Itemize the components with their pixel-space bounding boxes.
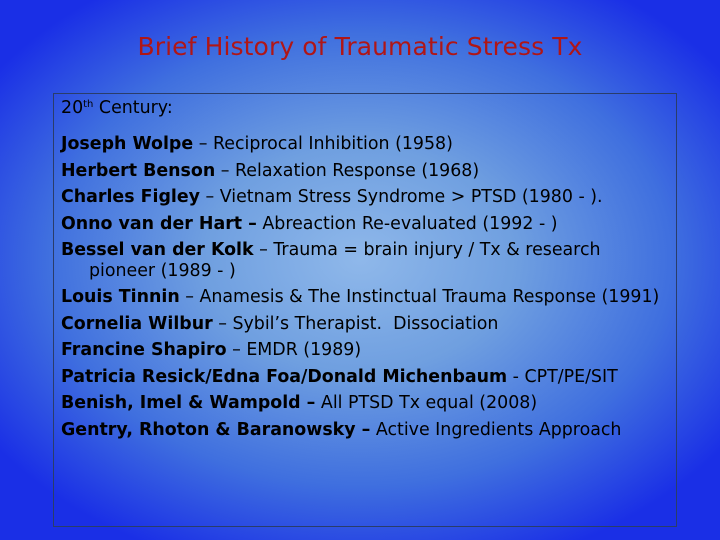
century-heading	[61, 97, 671, 120]
entry-separator: –	[200, 187, 220, 207]
entry-separator: –	[215, 160, 235, 181]
list-item	[61, 134, 671, 155]
entry-description: All PTSD Tx equal (2008)	[320, 393, 538, 413]
entry-name: Francine Shapiro	[61, 340, 227, 360]
entry-description: Relaxation Response (1968)	[235, 160, 480, 181]
entry-name: Joseph Wolpe	[61, 134, 194, 154]
century-label: Century:	[93, 98, 173, 118]
entry-description: Vietnam Stress Syndrome > PTSD (1980 - ).	[219, 187, 603, 207]
entry-name: Bessel van der Kolk	[61, 240, 254, 260]
entry-name: Louis Tinnin	[61, 287, 180, 307]
entry-separator: -	[507, 366, 525, 387]
entry-name: Cornelia Wilbur	[61, 313, 213, 334]
list-item	[61, 367, 671, 388]
list-item	[61, 240, 671, 281]
entry-name: Onno van der Hart –	[61, 213, 257, 234]
list-item	[61, 287, 671, 308]
list-item	[61, 214, 671, 235]
entry-name: Benish, Imel & Wampold –	[61, 393, 316, 413]
century-number: 20	[61, 98, 84, 118]
entry-name: Charles Figley	[61, 187, 200, 207]
list-item	[61, 161, 671, 182]
entry-name: Patricia Resick/Edna Foa/Donald Michenbaum	[61, 366, 508, 387]
slide-title: Brief History of Traumatic Stress Tx	[137, 32, 583, 61]
list-item	[61, 187, 671, 208]
entry-description: Abreaction Re-evaluated (1992 - )	[262, 213, 558, 234]
entry-separator: –	[212, 313, 233, 334]
entry-description: CPT/PE/SIT	[524, 366, 618, 387]
entry-name: Gentry, Rhoton & Baranowsky –	[61, 419, 371, 440]
list-item	[61, 314, 671, 335]
entry-separator: –	[226, 340, 247, 360]
entry-description: Sybil’s Therapist. Dissociation	[232, 313, 499, 334]
content	[61, 97, 671, 446]
entry-separator: –	[179, 287, 200, 307]
entry-description: Active Ingredients Approach	[375, 419, 622, 440]
list-item	[61, 340, 671, 361]
entry-separator: –	[253, 240, 274, 260]
entry-description: EMDR (1989)	[246, 340, 362, 360]
entry-description: Reciprocal Inhibition (1958)	[212, 134, 453, 154]
entry-separator: –	[193, 134, 213, 154]
entry-description: Trauma = brain injury / Tx & research pioneer (1989 - )	[89, 240, 601, 281]
list-item	[61, 393, 671, 414]
entry-description: Anamesis & The Instinctual Trauma Response (1991)	[199, 287, 660, 307]
entry-name: Herbert Benson	[61, 160, 216, 181]
list-item	[61, 420, 671, 441]
century-suffix: th	[83, 99, 94, 110]
